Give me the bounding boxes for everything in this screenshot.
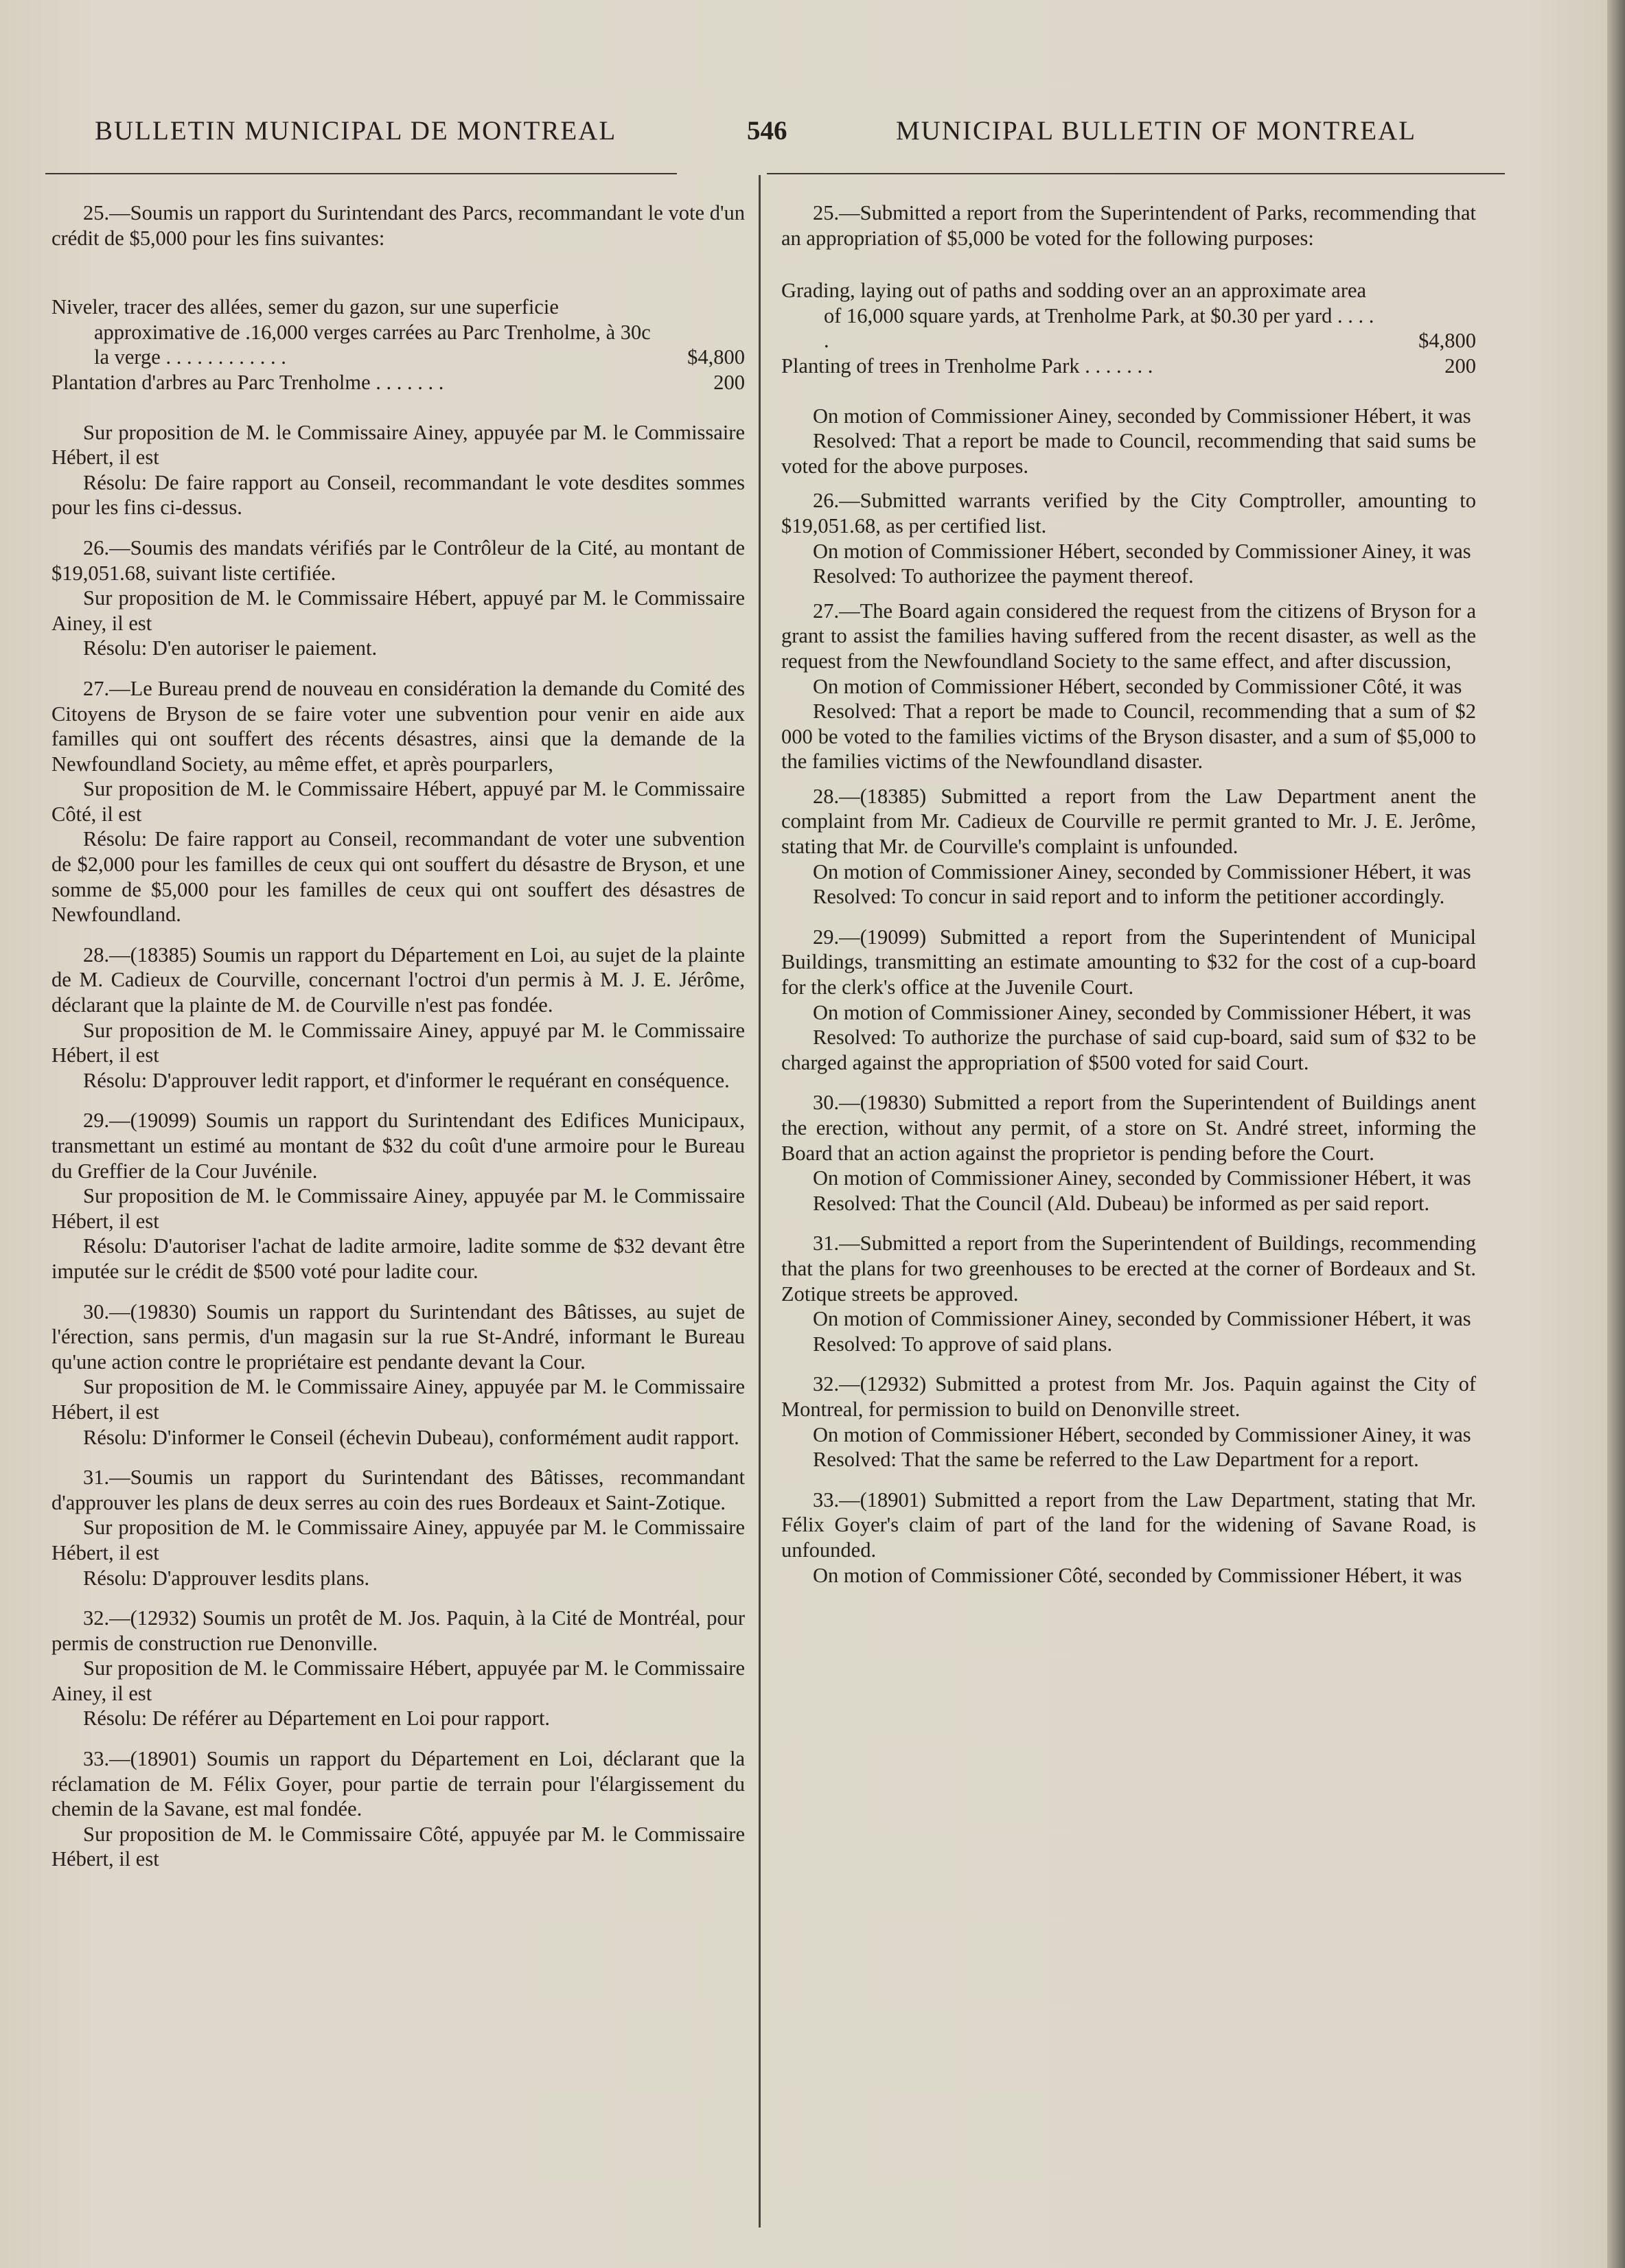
item-26-intro: 26.—Soumis des mandats vérifiés par le Contrôleur de la Cité, au montant de $19,051.68, suivant liste certifiée. (51, 535, 745, 585)
english-column (781, 185, 1476, 1588)
item-33-intro: 33.—(18901) Soumis un rapport du Département en Loi, déclarant que la réclamation de M. Félix Goyer, pour partie de terrain pour l'élargissement du chemin de la Savane, est mal fondée. (51, 1747, 745, 1821)
item-33-motion: On motion of Commissioner Côté, seconded by Commissioner Hébert, it was (813, 1563, 1462, 1587)
item-26-motion: Sur proposition de M. le Commissaire Hébert, appuyé par M. le Commissaire Ainey, il est (51, 586, 745, 635)
header-rule-right (767, 173, 1505, 174)
expense-line-planting (51, 370, 745, 395)
item-26-intro: 26.—Submitted warrants verified by the City Comptroller, amounting to $19,051.68, as per certified list. (781, 489, 1476, 537)
item-25-intro: 25.—Soumis un rapport du Surintendant des Parcs, recommandant le vote d'un crédit de $5,000 pour les fins suivantes: (51, 201, 745, 250)
item-26-motion: On motion of Commissioner Hébert, seconded by Commissioner Ainey, it was (813, 539, 1471, 563)
item-31-intro: 31.—Soumis un rapport du Surintendant des Bâtisses, recommandant d'approuver les plans de deux serres au coin des rues Bordeaux et Saint-Zotique. (51, 1466, 745, 1514)
item-32-motion: On motion of Commissioner Hébert, seconded by Commissioner Ainey, it was (813, 1422, 1471, 1446)
item-31-resolved: Resolved: To approve of said plans. (813, 1332, 1113, 1356)
item-25-motion: Sur proposition de M. le Commissaire Ainey, appuyée par M. le Commissaire Hébert, il est (51, 420, 745, 470)
item-32-resolved: Resolved: That the same be referred to the Law Department for a report. (813, 1448, 1419, 1472)
item-27-intro: 27.—The Board again considered the request from the citizens of Bryson for a grant to assist the families having suffered from the recent disaster, as well as the request from the Newfoundland Society to the same effect, and after discussion, (781, 599, 1476, 673)
item-28-resolved: Résolu: D'approuver ledit rapport, et d'informer le requérant en conséquence. (83, 1068, 730, 1092)
item-26-resolved: Résolu: D'en autoriser le paiement. (83, 636, 378, 660)
item-31-motion: On motion of Commissioner Ainey, seconded by Commissioner Hébert, it was (813, 1307, 1471, 1331)
item-29-intro: 29.—(19099) Soumis un rapport du Surintendant des Edifices Municipaux, transmettant un estimé au montant de $32 du coût d'une armoire pour le Bureau du Greffier de la Cour Juvénile. (51, 1109, 745, 1183)
item-26-resolved: Resolved: To authorizee the payment thereof. (813, 564, 1194, 588)
item-27-motion: Sur proposition de M. le Commissaire Hébert, appuyé par M. le Commissaire Côté, il est (51, 777, 745, 826)
item-31-intro: 31.—Submitted a report from the Superintendent of Buildings, recommending that the plans for two greenhouses to be erected at the corner of Bordeaux and St. Zotique streets be approved. (781, 1231, 1476, 1306)
item-30-intro: 30.—(19830) Submitted a report from the Superintendent of Buildings anent the erection, without any permit, of a store on St. André street, informing the Board that an action against the proprietor is pending before the Court. (781, 1091, 1476, 1165)
french-column (51, 185, 745, 1872)
item-28-motion: Sur proposition de M. le Commissaire Ainey, appuyé par M. le Commissaire Hébert, il est (51, 1018, 745, 1067)
item-32-resolved: Résolu: De référer au Département en Loi pour rapport. (83, 1706, 551, 1731)
item-25-resolved: Resolved: That a report be made to Council, recommending that said sums be voted for the above purposes. (781, 429, 1476, 478)
item-33-motion: Sur proposition de M. le Commissaire Côté, appuyée par M. le Commissaire Hébert, il est (51, 1822, 745, 1871)
item-31-resolved: Résolu: D'approuver lesdits plans. (83, 1566, 370, 1590)
item-29-motion: On motion of Commissioner Ainey, seconded by Commissioner Hébert, it was (813, 1000, 1471, 1024)
item-25-intro: 25.—Submitted a report from the Superintendent of Parks, recommending that an appropriation of $5,000 be voted for the following purposes: (781, 201, 1476, 250)
item-25-resolved: Résolu: De faire rapport au Conseil, recommandant le vote desdites sommes pour les fins ci-dessus. (51, 470, 745, 520)
item-30-motion: On motion of Commissioner Ainey, seconded by Commissioner Hébert, it was (813, 1166, 1471, 1190)
item-32-intro: 32.—(12932) Soumis un protêt de M. Jos. Paquin, à la Cité de Montréal, pour permis de construction rue Denonville. (51, 1606, 745, 1655)
expense-line-grading (51, 294, 745, 370)
item-31-motion: Sur proposition de M. le Commissaire Ainey, appuyée par M. le Commissaire Hébert, il est (51, 1516, 745, 1564)
expense-amount: 200 (1444, 354, 1476, 378)
item-30-resolved: Resolved: That the Council (Ald. Dubeau) be informed as per said report. (813, 1191, 1430, 1215)
item-28-intro: 28.—(18385) Submitted a report from the Law Department anent the complaint from Mr. Cadieux de Courville re permit granted to Mr. J. E. Jerôme, stating that Mr. de Courville's complaint is unfounded. (781, 784, 1476, 859)
expense-amount: 200 (713, 370, 745, 394)
expense-line-grading (781, 278, 1476, 354)
item-29-resolved: Résolu: D'autoriser l'achat de ladite armoire, ladite somme de $32 devant être imputée sur le crédit de $500 voté pour ladite cour. (51, 1234, 745, 1283)
item-29-motion: Sur proposition de M. le Commissaire Ainey, appuyée par M. le Commissaire Hébert, il est (51, 1184, 745, 1233)
header-right-title: MUNICIPAL BULLETIN OF MONTREAL (896, 116, 1417, 146)
expense-description: Grading, laying out of paths and sodding over an an approximate area of 16,000 square yards, at Trenholme Park, at $0.30 per yard . . . . . (781, 279, 1374, 353)
item-28-resolved: Resolved: To concur in said report and to inform the petitioner accordingly. (813, 885, 1445, 909)
expense-amount: $4,800 (1418, 329, 1476, 353)
header-left-title: BULLETIN MUNICIPAL DE MONTREAL (95, 116, 617, 146)
expense-amount: $4,800 (687, 345, 745, 369)
item-29-intro: 29.—(19099) Submitted a report from the Superintendent of Municipal Buildings, transmitting an estimate amounting to $32 for the cost of a cup-board for the clerk's office at the Juvenile Court. (781, 925, 1476, 999)
item-30-motion: Sur proposition de M. le Commissaire Ainey, appuyée par M. le Commissaire Hébert, il est (51, 1375, 745, 1424)
item-28-intro: 28.—(18385) Soumis un rapport du Département en Loi, au sujet de la plainte de M. Cadieux de Courville, concernant l'octroi d'un permis à M. J. E. Jérôme, déclarant que la plainte de M. de Courville n'est pas fondée. (51, 942, 745, 1017)
expense-description: Plantation d'arbres au Parc Trenholme . . . . . . . (51, 370, 444, 394)
item-27-motion: On motion of Commissioner Hébert, seconded by Commissioner Côté, it was (813, 674, 1462, 698)
item-33-intro: 33.—(18901) Submitted a report from the Law Department, stating that Mr. Félix Goyer's claim of part of the land for the widening of Savane Road, is unfounded. (781, 1488, 1476, 1562)
item-27-resolved: Resolved: That a report be made to Council, recommending that a sum of $2 000 be voted to the families victims of the Bryson disaster, and a sum of $5,000 to the families victims of the Newfoundland disaster. (781, 699, 1476, 774)
expense-description: Planting of trees in Trenholme Park . . . . . . . (781, 354, 1153, 378)
item-30-intro: 30.—(19830) Soumis un rapport du Surintendant des Bâtisses, au sujet de l'érection, sans permis, d'un magasin sur la rue St-André, informant le Bureau qu'une action contre le propriétaire est pendante devant la Cour. (51, 1299, 745, 1374)
item-25-expense-list (781, 278, 1476, 378)
item-28-motion: On motion of Commissioner Ainey, seconded by Commissioner Hébert, it was (813, 859, 1471, 883)
expense-line-planting (781, 354, 1476, 379)
item-25-expense-list (51, 294, 745, 395)
column-divider (759, 175, 761, 2228)
item-27-intro: 27.—Le Bureau prend de nouveau en considération la demande du Comité des Citoyens de Bryson de se faire voter une subvention pour venir en aide aux familles qui ont souffert des récents désastres, ainsi que la demande de la Newfoundland Society, au même effet, et après pourparlers, (51, 676, 745, 776)
item-32-motion: Sur proposition de M. le Commissaire Hébert, appuyée par M. le Commissaire Ainey, il est (51, 1656, 745, 1705)
item-29-resolved: Resolved: To authorize the purchase of said cup-board, said sum of $32 to be charged against the appropriation of $500 voted for said Court. (781, 1026, 1476, 1074)
item-32-intro: 32.—(12932) Submitted a protest from Mr. Jos. Paquin against the City of Montreal, for permission to build on Denonville street. (781, 1372, 1476, 1421)
item-27-resolved: Résolu: De faire rapport au Conseil, recommandant de voter une subvention de $2,000 pour les familles de ceux qui ont souffert du désastre de Bryson, et une somme de $5,000 pour les familles de ceux qui ont souffert des désastres de Newfoundland. (51, 827, 745, 927)
expense-description: Niveler, tracer des allées, semer du gazon, sur une superficie approximative de .16,000 verges carrées au Parc Trenholme, à 30c la verge . . . . . . . . . . . . (51, 295, 651, 369)
page-number: 546 (747, 116, 787, 146)
item-25-motion: On motion of Commissioner Ainey, seconded by Commissioner Hébert, it was (813, 404, 1471, 428)
item-30-resolved: Résolu: D'informer le Conseil (échevin Dubeau), conformément audit rapport. (83, 1425, 739, 1449)
header-rule-left (45, 173, 677, 174)
page-edge-shadow (1607, 0, 1625, 2268)
